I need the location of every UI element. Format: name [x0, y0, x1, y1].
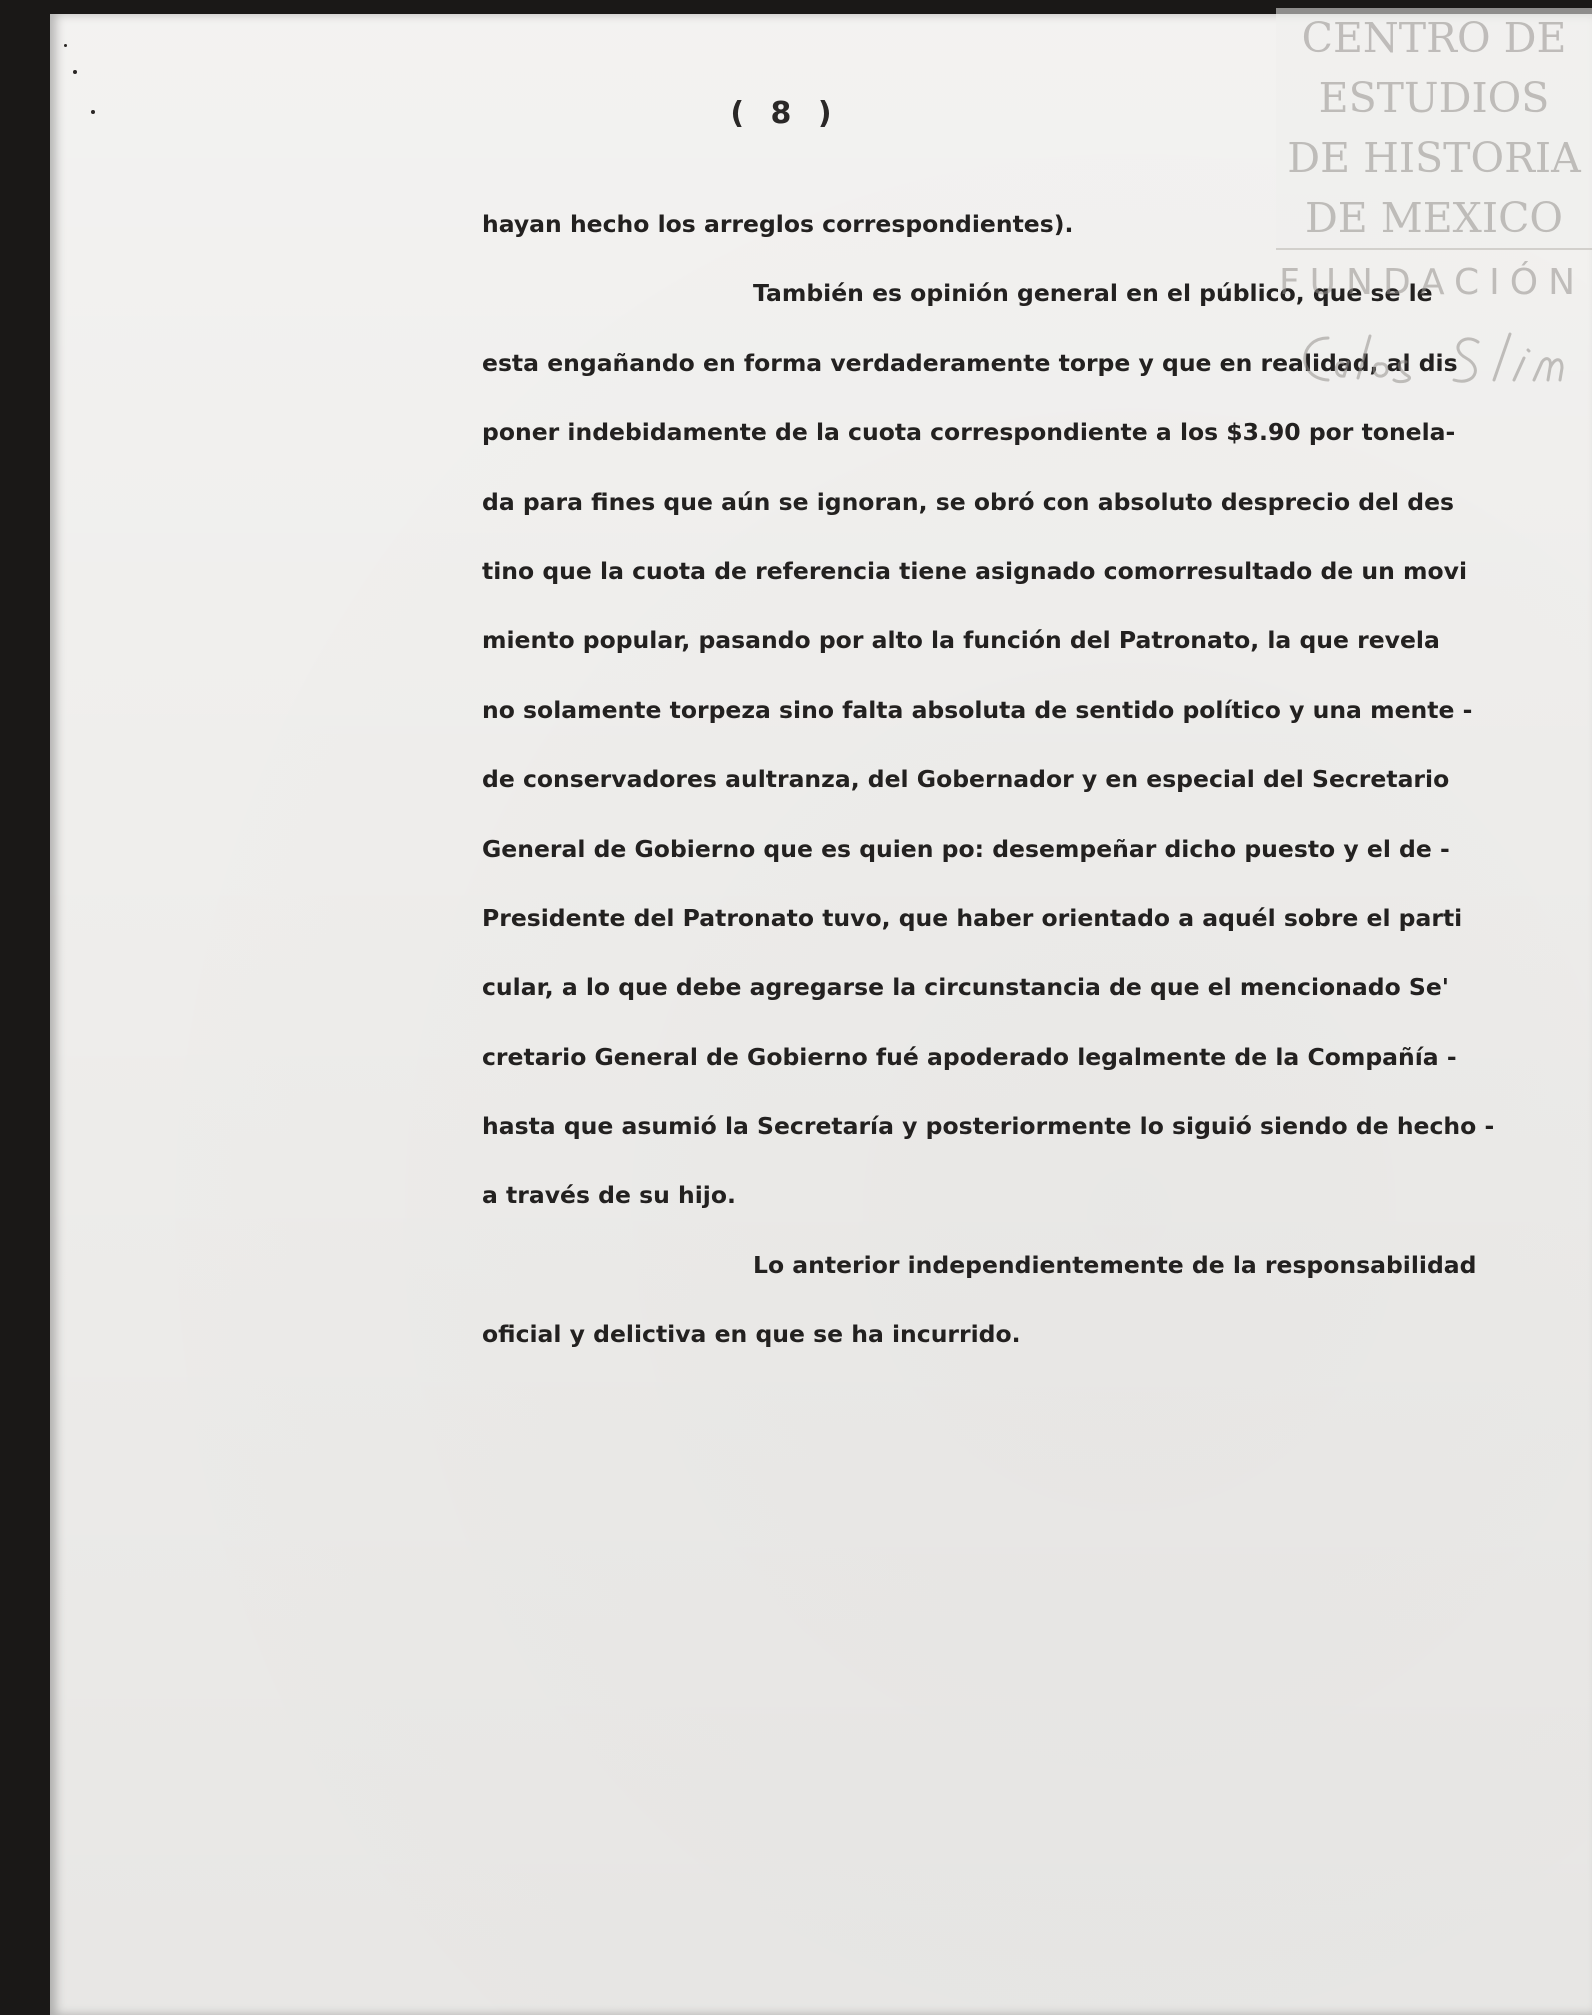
watermark-foundation: FUNDACIÓN	[1278, 262, 1586, 303]
text-line: hayan hecho los arreglos correspondientes).	[482, 210, 1074, 238]
watermark-line: DE HISTORIA	[1287, 134, 1581, 182]
text-line: tino que la cuota de referencia tiene asignado comorresultado de un movi	[482, 556, 1468, 585]
watermark-line: DE MEXICO	[1304, 194, 1564, 242]
archive-watermark	[1276, 8, 1592, 250]
text-line: de conservadores aultranza, del Gobernador y en especial del Secretario	[482, 765, 1450, 794]
text-line: General de Gobierno que es quien po: desempeñar dicho puesto y el de -	[482, 834, 1450, 863]
ink-speck	[91, 110, 95, 114]
watermark-line: CENTRO DE	[1301, 14, 1567, 62]
text-line: poner indebidamente de la cuota correspondiente a los $3.90 por tonela-	[482, 418, 1456, 447]
signature-watermark-icon	[1288, 318, 1588, 398]
watermark-line: ESTUDIOS	[1318, 74, 1550, 122]
page-number: ( 8 )	[730, 96, 840, 131]
text-line: miento popular, pasando por alto la función del Patronato, la que revela	[482, 626, 1440, 655]
text-line: esta engañando en forma verdaderamente torpe y que en realidad, al dis	[482, 348, 1458, 377]
text-line: oficial y delictiva en que se ha incurrido.	[482, 1320, 1021, 1349]
text-line: Lo anterior independientemente de la responsabilidad	[753, 1250, 1477, 1279]
text-line: Presidente del Patronato tuvo, que haber orientado a aquél sobre el parti	[482, 903, 1463, 932]
text-line: hasta que asumió la Secretaría y posteriormente lo siguió siendo de hecho -	[482, 1112, 1495, 1141]
ink-speck	[64, 44, 67, 47]
text-line: cular, a lo que debe agregarse la circunstancia de que el mencionado Se'	[482, 973, 1449, 1002]
text-line: cretario General de Gobierno fué apoderado legalmente de la Compañía -	[482, 1042, 1457, 1071]
text-line: a través de su hijo.	[482, 1181, 736, 1210]
text-line: da para fines que aún se ignoran, se obró con absoluto desprecio del des	[482, 487, 1455, 516]
text-line: no solamente torpeza sino falta absoluta de sentido político y una mente -	[482, 695, 1473, 724]
text-line: También es opinión general en el público, que se le	[753, 279, 1433, 308]
ink-speck	[73, 70, 77, 74]
